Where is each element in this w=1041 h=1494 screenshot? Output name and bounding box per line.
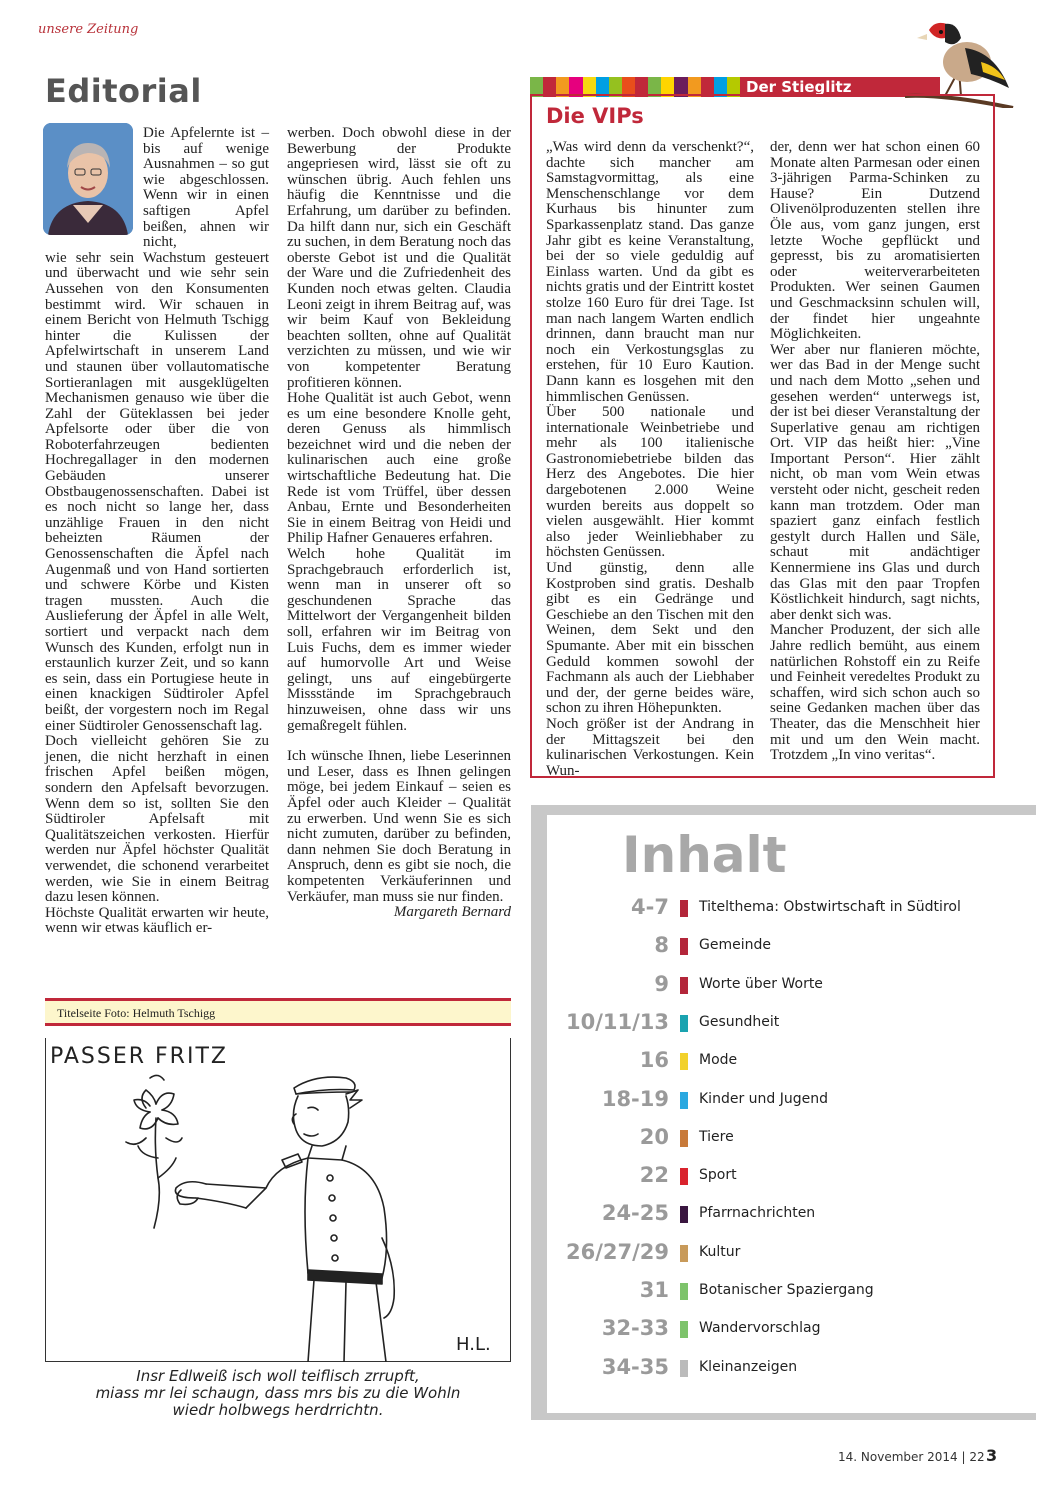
article-paragraph: Wer aber nur flanieren möchte, wer das Bad in der Menge sucht und nach dem Motto „sehen und gesehen werden“ unterwegs ist, der ist bei dieser Veranstaltung der Superlative genau am richtigen Ort. VIP das heißt hier: „Vine Important Person“. Hier zählt nicht, ob man vom Wein etwas versteht oder nicht, gescheit reden kann man trotzdem. Oder man spaziert ganz einfach festlich gestylt durch Hallen und Säle, schaut mit andächtiger Kennermiene ins Glas und durch das Glas mit den paar Tropfen Köstlichkeit hindurch, sagt nichts, aber denkt sich was. <box>770 341 980 623</box>
article-paragraph: Noch größer ist der Andrang in der Mittagszeit bei den kulinarischen Verkostungen. Kein Wun- <box>546 715 754 779</box>
toc-page-numbers: 22 <box>639 1163 669 1188</box>
page-number: 3 <box>986 1446 998 1465</box>
toc-entry[interactable] <box>547 1316 1036 1344</box>
cartoon-frame <box>45 1038 511 1362</box>
toc-label: Kleinanzeigen <box>699 1358 798 1375</box>
toc-entry[interactable] <box>547 1355 1036 1383</box>
stieglitz-article-title: Die VIPs <box>546 104 644 128</box>
table-of-contents-title: Inhalt <box>622 826 787 884</box>
toc-color-marker <box>680 938 688 955</box>
toc-color-marker <box>680 1092 688 1109</box>
editorial-paragraph: wie sehr sein Wachstum gesteuert und überwacht und wie sehr sein Aussehen von den Konsumenten bestimmt wird. Wir schauen in einem Bericht von Helmuth Tschigg hinter die Kulissen der Apfelwirtschaft in unserem Land und staunen über vollautomatische Sortieranlagen mit ausgeklügelten Mechanismen genauso wie über die Zahl der Güteklassen bei jeder Apfelsorte oder über die von Roboterfahrzeugen bedienten Hochregallager in den modernen Gebäuden unserer Obstbaugenossenschaften. Dabei ist es noch nicht so lange her, dass unzählige Frauen in den nicht beheizten Räumen der Genossenschaften die Äpfel nach Augenmaß und von Hand sortierten und schwere Körbe und Kisten tragen mussten. Auch die Auslieferung der Äpfel in alle Welt, sortiert und verpackt nach dem Wunsch des Kunden, erfolgt nun in erstaunlich kurzer Zeit, und so kann es sein, dass ein Portugiese heute in einen knackigen Südtiroler Apfel beißt, der vorgestern noch im Regal einer Südtiroler Genossenschaft lag. <box>45 249 269 734</box>
toc-color-marker <box>680 900 688 917</box>
toc-color-marker <box>680 1360 688 1377</box>
toc-label: Pfarrnachrichten <box>699 1205 816 1222</box>
editorial-paragraph: Doch vielleicht gehören Sie zu jenen, die nicht herzhaft in einen frischen Apfel beißen mögen, sondern den Apfelsaft bevorzugen. Wenn dem so ist, sollten Sie den Südtiroler Apfelsaft mit Qualitätszeichen verkosten. Hierfür werden nur Äpfel höchster Qualität verwendet, die schonend verarbeitet werden, wie Sie in einem Beitrag dazu lesen können. <box>45 733 269 906</box>
cartoon-caption <box>45 1368 511 1419</box>
stieglitz-column-2 <box>770 140 980 764</box>
toc-label: Mode <box>699 1052 738 1069</box>
toc-page-numbers: 31 <box>639 1278 669 1302</box>
caption-line: wiedr holbwegs herdrrichtn. <box>172 1401 384 1419</box>
toc-color-marker <box>680 1168 688 1185</box>
toc-label: Kultur <box>699 1243 741 1260</box>
toc-entry[interactable] <box>547 1087 1036 1115</box>
toc-entry[interactable] <box>547 933 1036 961</box>
editorial-intro: Die Apfelernte ist – bis auf wenige Ausnahmen – so gut wie abgeschlossen. Wenn wir in einen saftigen Apfel beißen, ahnen wir nicht, <box>143 125 269 251</box>
caption-line: Insr Edlweiß isch woll teiflisch zrrupft, <box>136 1367 420 1385</box>
toc-color-marker <box>680 977 688 994</box>
toc-label: Worte über Worte <box>699 975 823 992</box>
toc-label: Wandervorschlag <box>699 1320 821 1337</box>
toc-page-numbers: 18-19 <box>601 1086 669 1111</box>
toc-page-numbers: 10/11/13 <box>565 1009 669 1034</box>
toc-label: Sport <box>699 1167 737 1184</box>
toc-page-numbers: 24-25 <box>601 1201 669 1226</box>
cartoon-title: PASSER FRITZ <box>50 1044 228 1069</box>
toc-label: Gemeinde <box>699 937 771 954</box>
article-paragraph: Und günstig, denn alle Kostproben sind gratis. Deshalb gibt es ein Gedränge und Geschiebe an den Tischen mit den Weinen, dem Sekt und den Spumante. Aber mit ein bisschen Geduld kommen sowohl der Fachmann als auch der Liebhaber und der, der gerne beides wäre, schon zu ihren Höhepunkten. <box>546 560 754 717</box>
toc-label: Titelthema: Obstwirtschaft in Südtirol <box>699 899 961 915</box>
toc-page-numbers: 8 <box>654 933 669 958</box>
article-paragraph: Mancher Produzent, der sich alle Jahre redlich bemüht, aus einem natürlichen Rohstoff ein zu Reife und Feinheit veredeltes Produkt zu schaffen, wird sich schon auch so seine Gedanken machen über das Theater, das die Menschheit hier mit und um den Wein macht. Trotzdem „In vino veritas“. <box>770 622 980 764</box>
toc-page-numbers: 20 <box>639 1124 669 1149</box>
toc-color-marker <box>680 1206 688 1223</box>
editorial-column-2 <box>287 126 511 921</box>
toc-color-marker <box>680 1245 688 1262</box>
masthead-logo: unsere Zeitung <box>38 22 139 37</box>
editorial-signature: Margareth Bernard <box>393 904 511 921</box>
article-paragraph: „Was wird denn da verschenkt?“, dachte sich mancher am Samstagvormittag, als eine Menschenschlange vor dem Kurhaus bis hinunter zum Sparkassenplatz stand. Das ganze Jahr gibt es keine Veranstaltung, bei der so viele geduldig auf Einlass warten. Und da gibt es nichts gratis und der Eintritt kostet stolze 160 Euro für drei Tage. Ist man nach langem Warten endlich drinnen, dann braucht man nur noch ein Verkostungsglas zu erstehen, für 10 Euro Kaution. Dann kann es losgehen mit den himmlischen Genüssen. <box>546 139 754 405</box>
editorial-paragraph: werben. Doch obwohl diese in der Bewerbung der Produkte angepriesen wird, lässt sie oft zu wünschen übrig. Auch fehlen uns häufig die Kenntnisse und die Erfahrung, um darüber zu befinden. Da hilft dann nur, sich ein Geschäft zu suchen, in dem Beratung noch das oberste Gebot ist und die Qualität der Ware und die Zufriedenheit des Kunden noch etwas gelten. Claudia Leoni zeigt in ihrem Beitrag auf, was wir beim Kauf von Bekleidung beachten sollten, ohne auf Qualität verzichten zu müssen, und wie wir von kompetenter Beratung profitieren können. <box>287 125 511 391</box>
article-paragraph: Über 500 nationale und internationale Weinbetriebe und mehr als 100 italienische Gastronomiebetriebe bilden das Herz des Angebotes. Die hier dargebotenen 2.000 Weine wurden bereits aus doppelt so vielen ausgewählt. Hier kommt also jeder Weinliebhaber zu höchsten Genüssen. <box>546 404 754 561</box>
stieglitz-column-1 <box>546 140 754 779</box>
toc-entry[interactable] <box>547 972 1036 1000</box>
caption-line: miass mr lei schaugn, dass mrs bis zu die Wohln <box>95 1384 461 1402</box>
toc-page-numbers: 9 <box>654 971 669 996</box>
toc-page-numbers: 34-35 <box>601 1354 669 1379</box>
editorial-paragraph: Ich wünsche Ihnen, liebe Leserinnen und Leser, dass es Ihnen gelingen möge, bei jedem Einkauf – seien es Äpfel oder auch Kleider – Qualität zu erwerben. Und wenn Sie es sich nicht zumuten, darüber zu befinden, dann nehmen Sie doch Beratung in Anspruch, denn es gibt sie noch, die kompetenten Verkäuferinnen und Verkäufer, man muss sie nur finden. <box>287 748 511 905</box>
editorial-paragraph: Höchste Qualität erwarten wir heute, wenn wir etwas käuflich er- <box>45 904 269 937</box>
editorial-paragraph: Hohe Qualität ist auch Gebot, wenn es um eine besondere Knolle geht, deren Genuss als himmlisch bezeichnet wird und die neben der kulinarischen auch eine große wirtschaftliche Bedeutung hat. Die Rede ist vom Trüffel, über dessen Anbau, Ernte und Besonderheiten Sie in einem Beitrag von Heidi und Philip Hafner Genaueres erfahren. <box>287 390 511 547</box>
toc-color-marker <box>680 1053 688 1070</box>
author-photo <box>43 123 133 235</box>
toc-color-marker <box>680 1283 688 1300</box>
toc-entry[interactable] <box>547 895 1036 923</box>
toc-color-marker <box>680 1015 688 1032</box>
toc-color-marker <box>680 1130 688 1147</box>
editorial-column-1 <box>45 126 269 937</box>
goldfinch-illustration <box>905 8 1015 108</box>
issue-date: 14. November 2014 | 22 <box>838 1450 985 1464</box>
toc-label: Botanischer Spaziergang <box>699 1282 874 1298</box>
toc-entry[interactable] <box>547 1240 1036 1268</box>
editorial-title: Editorial <box>45 72 202 110</box>
cover-photo-credit: Titelseite Foto: Helmuth Tschigg <box>45 998 511 1026</box>
toc-entry[interactable] <box>547 1048 1036 1076</box>
article-paragraph: der, denn wer hat schon einen 60 Monate alten Parmesan oder einen 3-jährigen Parma-Schinken zu Hause? Ein Dutzend Olivenölproduzenten stellen ihre Öle aus, vom ganz jungen, erst letzte Woche gepflückt und gepresst, bis zu aromatisierten oder weiterverarbeiteten Produkten. Wer seinen Gaumen und Geschmacksinn schulen will, der findet hier ungeahnte Möglichkeiten. <box>770 139 980 343</box>
toc-label: Gesundheit <box>699 1013 780 1030</box>
toc-page-numbers: 4-7 <box>631 895 669 919</box>
toc-label: Tiere <box>699 1128 734 1145</box>
toc-entry[interactable] <box>547 1163 1036 1191</box>
toc-page-numbers: 32-33 <box>601 1316 669 1341</box>
toc-entry[interactable] <box>547 1201 1036 1229</box>
stieglitz-section-bar: Der Stieglitz <box>740 77 940 97</box>
toc-page-numbers: 26/27/29 <box>565 1239 669 1264</box>
toc-label: Kinder und Jugend <box>699 1090 828 1107</box>
toc-entry[interactable] <box>547 1010 1036 1038</box>
toc-page-numbers: 16 <box>639 1048 669 1073</box>
editorial-paragraph: Welch hohe Qualität im Sprachgebrauch erforderlich ist, wenn man in unserer oft so geschundenen Sprache das Mittelwort der Vergangenheit bilden soll, erfahren wir im Beitrag von Luis Fuchs, dem es immer wieder auf humorvolle Art und Weise gelingt, uns auf eingebürgerte Missstände im Sprachgebrauch hinzuweisen, ohne dass wir uns gemaßregelt fühlen. <box>287 546 511 734</box>
toc-color-marker <box>680 1321 688 1338</box>
toc-entry[interactable] <box>547 1278 1036 1306</box>
toc-entry[interactable] <box>547 1125 1036 1153</box>
cartoon-initials: H.L. <box>456 1334 491 1355</box>
